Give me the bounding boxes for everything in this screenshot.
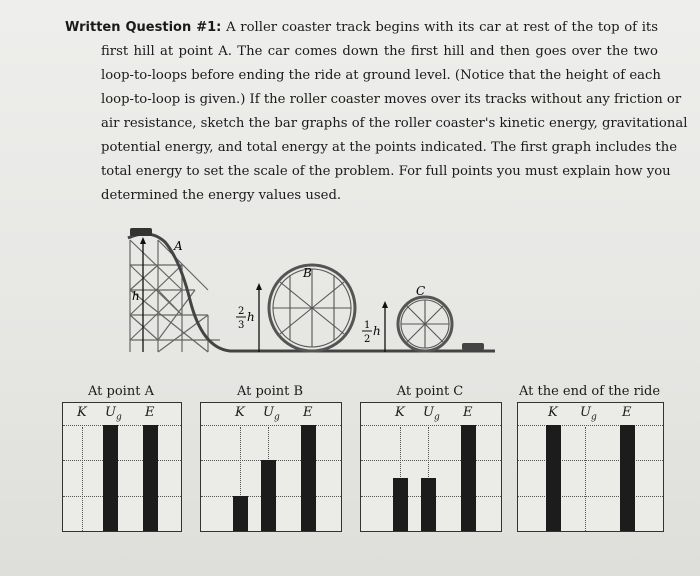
category-label-K: K bbox=[395, 405, 405, 420]
gridline bbox=[518, 460, 663, 461]
gridline bbox=[361, 425, 501, 426]
category-label-E: E bbox=[145, 405, 155, 420]
height-b-var: h bbox=[247, 310, 255, 324]
bar-graph-2 bbox=[360, 402, 502, 532]
question-line: air resistance, sketch the bar graphs of the roller coaster's kinetic energy, gravitational bbox=[101, 116, 688, 131]
arrow-head-icon bbox=[140, 237, 146, 244]
gridline bbox=[63, 460, 181, 461]
height-b-denominator: 3 bbox=[238, 320, 245, 331]
question-text: A roller coaster track begins with its car at rest of the top of its bbox=[226, 20, 658, 35]
graph-title: At point C bbox=[396, 384, 464, 399]
coaster-car-icon bbox=[130, 228, 152, 236]
height-h-label: h bbox=[132, 289, 140, 303]
height-c-numerator: 1 bbox=[364, 320, 371, 331]
bar-graph-1 bbox=[200, 402, 342, 532]
category-label-K: K bbox=[548, 405, 558, 420]
height-b-numerator: 2 bbox=[238, 306, 245, 317]
bar-graph-0 bbox=[62, 402, 182, 532]
bar-E bbox=[461, 425, 476, 531]
bar-E bbox=[143, 425, 158, 531]
question-heading: Written Question #1: bbox=[65, 20, 222, 35]
graph-title: At point B bbox=[236, 384, 304, 399]
gridline-vertical bbox=[585, 427, 586, 531]
graph-title: At point A bbox=[88, 384, 154, 399]
height-c-denominator: 2 bbox=[364, 334, 371, 345]
bar-Ug bbox=[103, 425, 118, 531]
coaster-car-end-icon bbox=[462, 343, 484, 350]
question-line bbox=[65, 20, 658, 35]
point-a-label: A bbox=[174, 239, 183, 253]
height-c-var: h bbox=[373, 324, 381, 338]
loop-c bbox=[398, 297, 452, 351]
bar-graph-3 bbox=[517, 402, 664, 532]
category-label-K: K bbox=[235, 405, 245, 420]
bar-K bbox=[233, 496, 248, 531]
category-label-E: E bbox=[463, 405, 473, 420]
point-c-label: C bbox=[416, 284, 426, 298]
bar-K bbox=[546, 425, 561, 531]
category-label-E: E bbox=[622, 405, 632, 420]
gridline bbox=[201, 425, 341, 426]
category-label-Ug: $U_g$ bbox=[580, 405, 597, 423]
roller-coaster-diagram bbox=[120, 220, 500, 360]
arrow-head-icon bbox=[382, 301, 388, 308]
gridline bbox=[63, 425, 181, 426]
category-label-Ug: $U_g$ bbox=[105, 405, 122, 423]
question-line: total energy to set the scale of the problem. For full points you must explain how you bbox=[101, 164, 671, 179]
gridline bbox=[518, 425, 663, 426]
gridline-vertical bbox=[82, 427, 83, 531]
gridline bbox=[361, 460, 501, 461]
question-line: first hill at point A. The car comes down the first hill and then goes over the two bbox=[101, 44, 658, 59]
bar-E bbox=[620, 425, 635, 531]
bar-K bbox=[393, 478, 408, 531]
question-line: potential energy, and total energy at the points indicated. The first graph includes the bbox=[101, 140, 678, 155]
question-line: loop-to-loops before ending the ride at ground level. (Notice that the height of each bbox=[101, 68, 661, 83]
bar-Ug bbox=[421, 478, 436, 531]
question-line: determined the energy values used. bbox=[101, 188, 342, 203]
category-label-K: K bbox=[77, 405, 87, 420]
bar-Ug bbox=[261, 460, 276, 531]
gridline bbox=[63, 496, 181, 497]
category-label-E: E bbox=[303, 405, 313, 420]
arrow-head-icon bbox=[256, 283, 262, 290]
category-label-Ug: $U_g$ bbox=[263, 405, 280, 423]
point-b-label: B bbox=[303, 266, 312, 280]
gridline bbox=[518, 496, 663, 497]
bar-E bbox=[301, 425, 316, 531]
loop-b bbox=[269, 265, 355, 351]
category-label-Ug: $U_g$ bbox=[423, 405, 440, 423]
graph-title: At the end of the ride bbox=[518, 384, 661, 399]
question-line: loop-to-loop is given.) If the roller coaster moves over its tracks without any friction or bbox=[101, 92, 682, 107]
